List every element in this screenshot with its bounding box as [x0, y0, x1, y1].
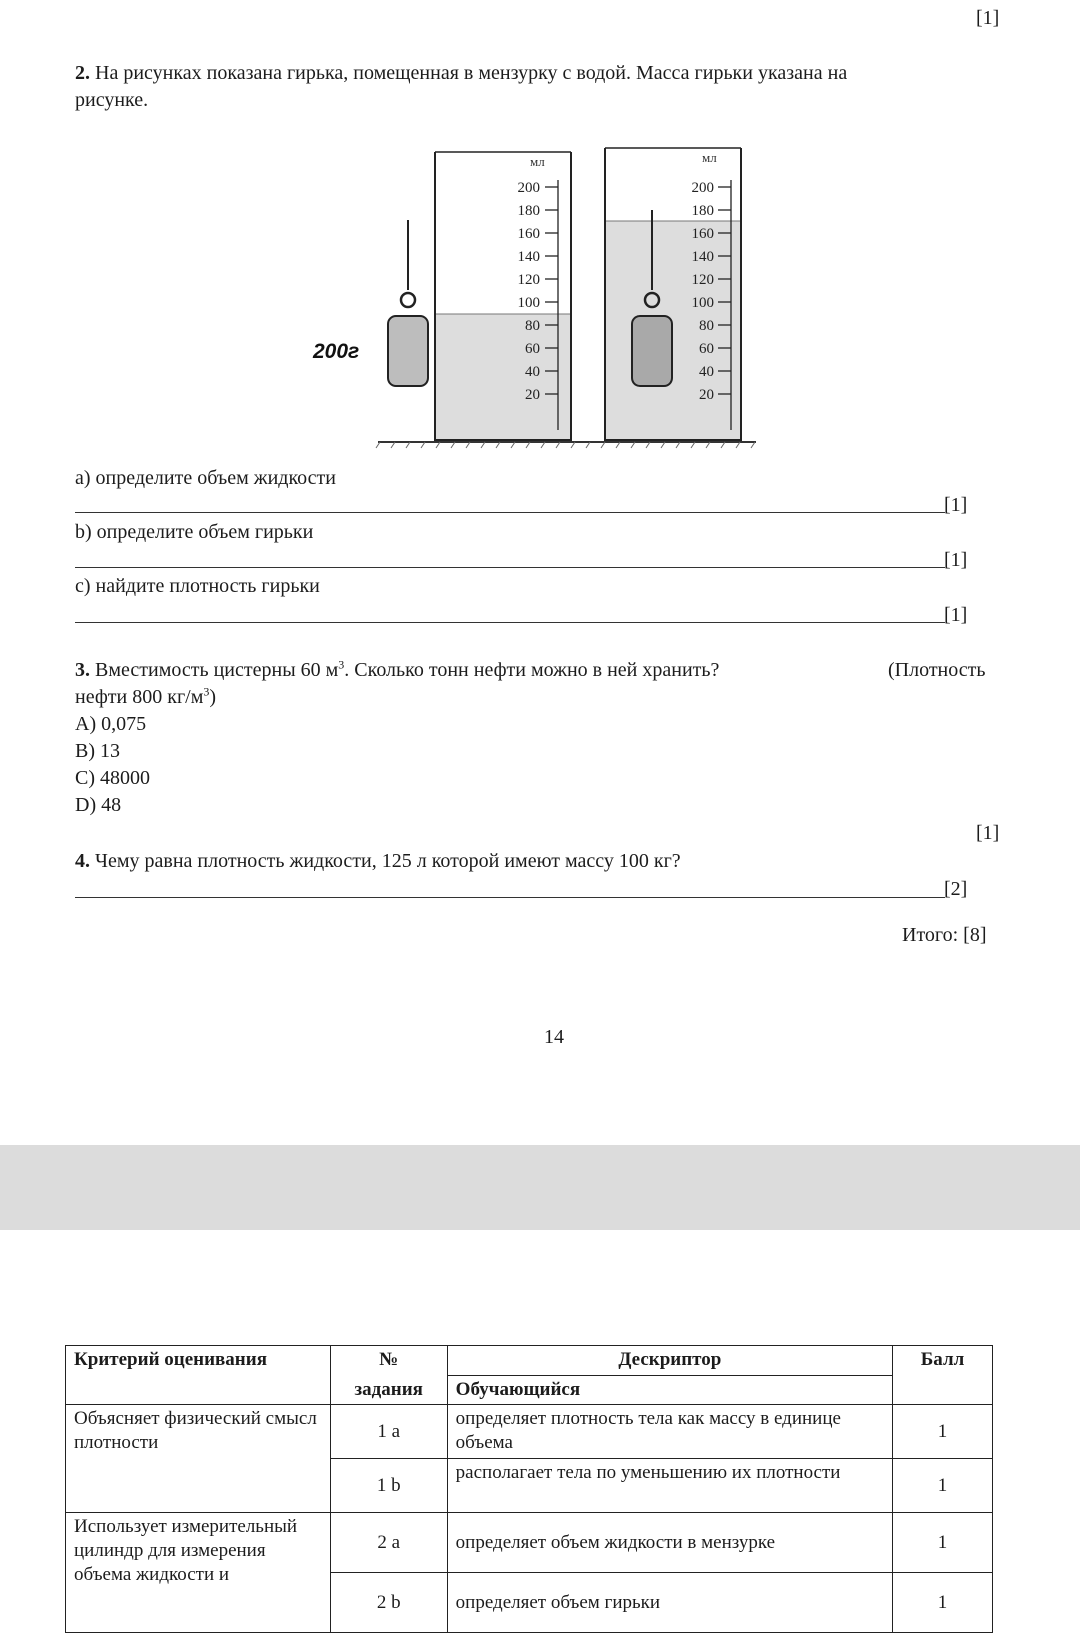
table-row — [66, 1513, 993, 1573]
svg-text:60: 60 — [699, 341, 714, 357]
row-task: 2 b — [330, 1573, 447, 1633]
svg-text:140: 140 — [517, 249, 540, 265]
q3-text-line2 — [75, 684, 216, 710]
right-unit-label: мл — [702, 150, 717, 165]
q2-text-line2: рисунке. — [75, 89, 149, 111]
total-score: Итого: [8] — [902, 924, 987, 946]
q2-text: На рисунках показана гирька, помещенная в мензурку с водой. Масса гирьки указана на — [95, 62, 848, 84]
svg-text:140: 140 — [691, 249, 714, 265]
svg-text:80: 80 — [699, 318, 714, 334]
q2b-label: b) определите объем гирьки — [75, 521, 314, 543]
left-beaker — [435, 152, 571, 440]
q3-option-b[interactable]: B) 13 — [75, 740, 120, 762]
svg-text:200: 200 — [691, 180, 714, 196]
row-criterion: Объясняет физический смысл плотности — [66, 1405, 331, 1513]
row-descriptor: определяет плотность тела как массу в единице объема — [447, 1405, 892, 1459]
header-task-no-2: задания — [330, 1376, 447, 1405]
row-task: 1 b — [330, 1459, 447, 1513]
left-unit-label: мл — [530, 154, 545, 169]
q3-option-a[interactable]: A) 0,075 — [75, 713, 147, 735]
row-task: 1 a — [330, 1405, 447, 1459]
q3-score: [1] — [976, 822, 1000, 844]
q2a-score: [1] — [944, 494, 968, 516]
q3-text-part1: Вместимость цистерны 60 м — [95, 659, 339, 681]
table-row — [66, 1405, 993, 1459]
row-descriptor: определяет объем гирьки — [447, 1573, 892, 1633]
svg-text:120: 120 — [691, 272, 714, 288]
q4-answer-line[interactable] — [75, 897, 945, 898]
weight-label: 200г — [313, 340, 360, 363]
svg-text:80: 80 — [525, 318, 540, 334]
q2b-answer-line[interactable] — [75, 567, 945, 568]
row-score: 1 — [893, 1513, 993, 1573]
row-score: 1 — [893, 1459, 993, 1513]
header-score: Балл — [893, 1346, 993, 1405]
svg-text:180: 180 — [517, 203, 540, 219]
q2a-answer-line[interactable] — [75, 512, 945, 513]
q3-text-part2: . Сколько тонн нефти можно в ней хранить? — [344, 659, 720, 681]
svg-text:40: 40 — [699, 364, 714, 380]
header-learner: Обучающийся — [447, 1376, 892, 1405]
q2c-label: c) найдите плотность гирьки — [75, 575, 320, 597]
right-beaker — [605, 148, 741, 440]
row-descriptor: определяет объем жидкости в мензурке — [447, 1513, 892, 1573]
q3-text-line1 — [75, 657, 719, 683]
q3-number: 3. — [75, 659, 90, 681]
row-score: 1 — [893, 1405, 993, 1459]
q3-sup1: 3 — [338, 657, 345, 672]
weight-left — [388, 220, 428, 386]
svg-text:180: 180 — [691, 203, 714, 219]
svg-text:120: 120 — [517, 272, 540, 288]
q2a-label: a) определите объем жидкости — [75, 467, 336, 489]
q2-number: 2. — [75, 62, 90, 84]
header-descriptor: Дескриптор — [447, 1346, 892, 1376]
q3-line2-part2: ) — [209, 686, 217, 708]
row-score: 1 — [893, 1573, 993, 1633]
q3-text-right: (Плотность — [888, 659, 986, 681]
svg-text:200: 200 — [517, 180, 540, 196]
beaker-figure — [300, 140, 770, 450]
q2c-answer-line[interactable] — [75, 622, 945, 623]
q4-number: 4. — [75, 850, 90, 872]
q2c-score: [1] — [944, 604, 968, 626]
row-descriptor: располагает тела по уменьшению их плотности — [447, 1459, 892, 1513]
svg-text:20: 20 — [699, 387, 714, 403]
assessment-table — [65, 1345, 993, 1633]
q4-text-line — [75, 848, 681, 874]
svg-text:160: 160 — [691, 226, 714, 242]
svg-text:60: 60 — [525, 341, 540, 357]
q3-option-c[interactable]: C) 48000 — [75, 767, 150, 789]
header-criterion: Критерий оценивания — [66, 1346, 331, 1405]
svg-text:20: 20 — [525, 387, 540, 403]
page-number: 14 — [544, 1026, 564, 1048]
svg-text:160: 160 — [517, 226, 540, 242]
score-marker-top: [1] — [976, 7, 1000, 29]
q3-line2-sup: 3 — [203, 684, 210, 699]
page-separator — [0, 1145, 1080, 1230]
svg-text:40: 40 — [525, 364, 540, 380]
row-task: 2 a — [330, 1513, 447, 1573]
q2b-score: [1] — [944, 549, 968, 571]
q4-text: Чему равна плотность жидкости, 125 л которой имеют массу 100 кг? — [95, 850, 681, 872]
q3-line2-part1: нефти 800 кг/м — [75, 686, 204, 708]
svg-text:100: 100 — [517, 295, 540, 311]
q2-text-line1 — [75, 60, 847, 86]
q4-score: [2] — [944, 878, 968, 900]
svg-text:100: 100 — [691, 295, 714, 311]
q3-option-d[interactable]: D) 48 — [75, 794, 122, 816]
row-criterion: Использует измерительный цилиндр для измерения объема жидкости и — [66, 1513, 331, 1633]
header-task-no: № — [330, 1346, 447, 1376]
